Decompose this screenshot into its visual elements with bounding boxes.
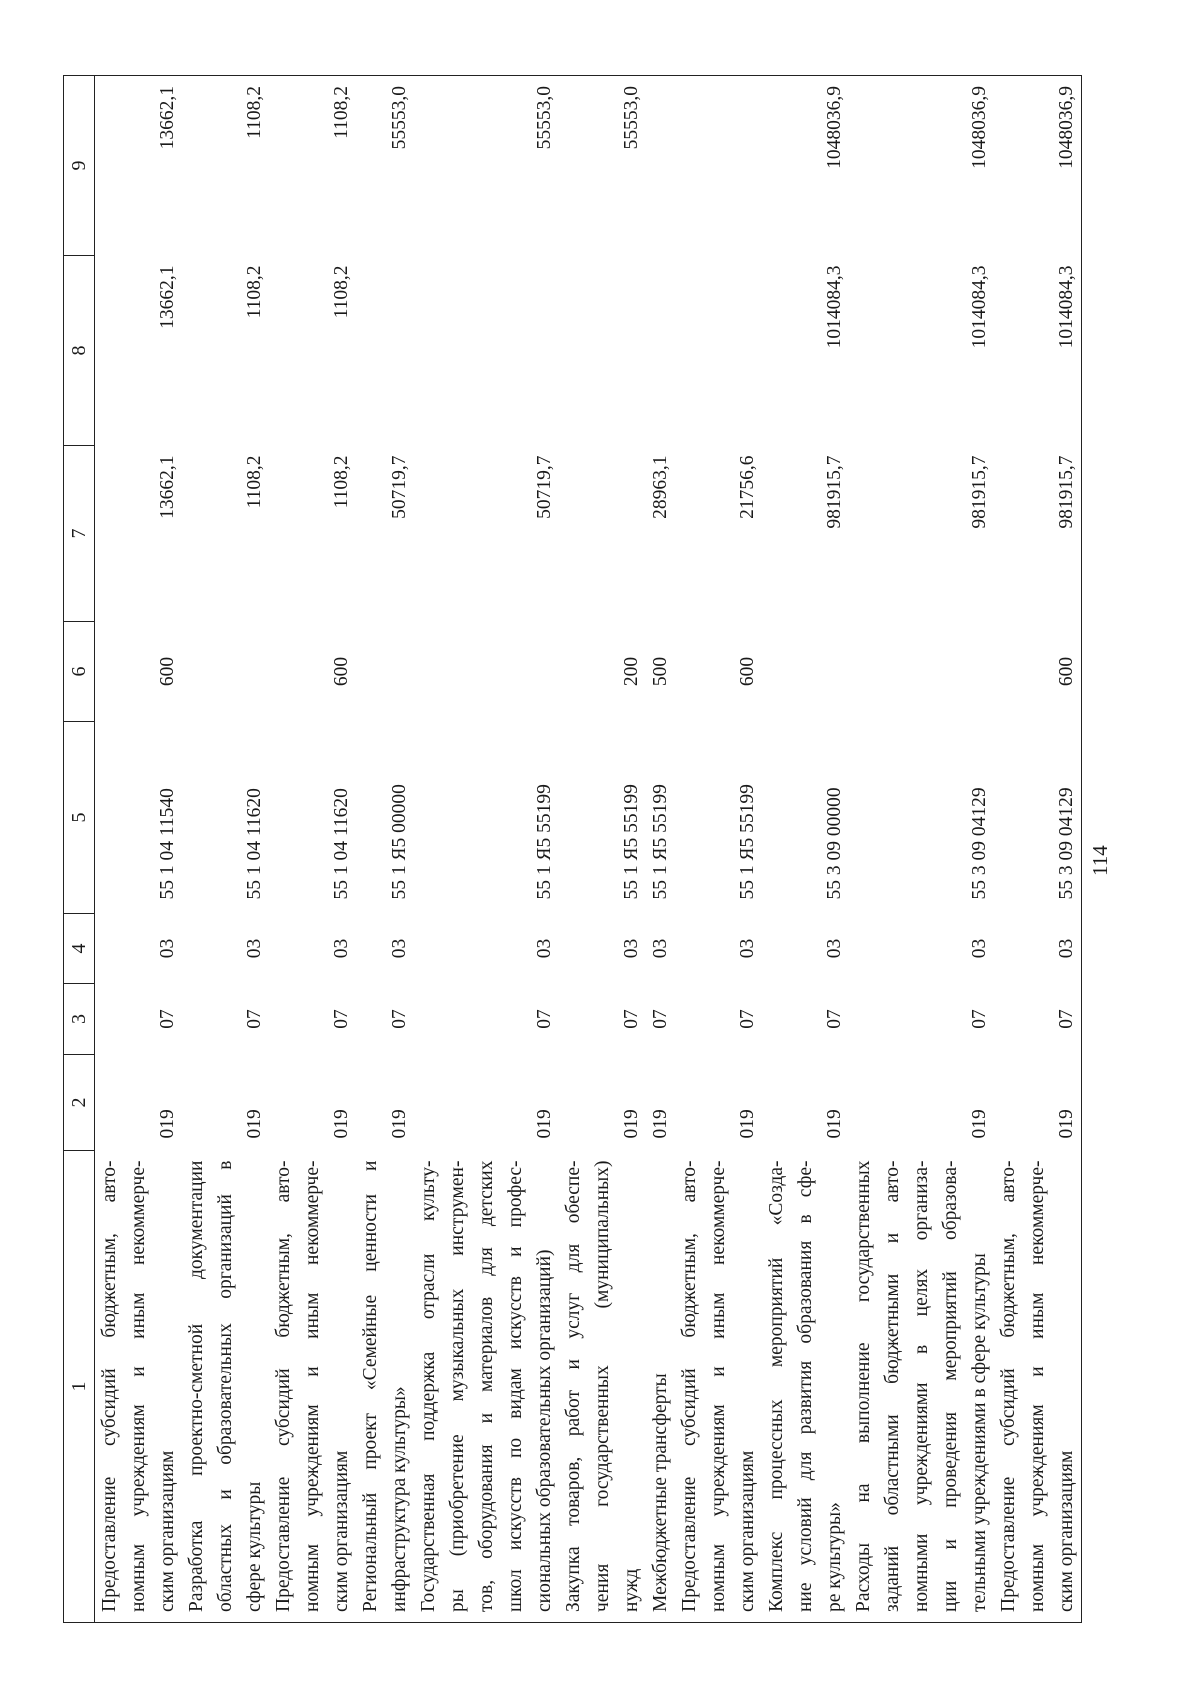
- description-line: номным учреждениям и иным некоммерче-: [128, 1160, 149, 1612]
- cell-col-3: 07: [737, 1009, 758, 1029]
- cell-col-2: 019: [737, 1109, 758, 1139]
- cell-col-7: 981915,7: [994, 446, 1082, 622]
- cell-col-6: [356, 622, 414, 722]
- row-description: [95, 1151, 183, 1623]
- table-row: [269, 76, 356, 1623]
- cell-col-3: 07: [157, 1009, 178, 1029]
- cell-col-9: 1048036,9: [762, 76, 849, 256]
- description-line: номным учреждениям и иным некоммерче-: [302, 1160, 323, 1612]
- cell-col-4: 03: [244, 938, 265, 959]
- description-line: инфраструктура культуры»: [389, 1386, 410, 1612]
- column-header: 4: [64, 914, 95, 984]
- table-body: [95, 76, 1082, 1623]
- cell-col-9: [646, 76, 675, 256]
- row-description: [762, 1151, 849, 1623]
- column-header: 2: [64, 1055, 95, 1151]
- cell-col-2: 019: [331, 1109, 352, 1139]
- description-line: нужд: [621, 1568, 642, 1612]
- cell-col-6: [414, 622, 559, 722]
- cell-col-7: 1108,2: [331, 455, 352, 509]
- cell-col-5: 55 1 Я5 55199: [621, 784, 642, 900]
- row-description: [182, 1151, 269, 1623]
- description-line: школ искусств по видам искусств и профес-: [505, 1160, 526, 1612]
- row-description: [356, 1151, 414, 1623]
- cell-col-4: 03: [389, 938, 410, 959]
- description-line: Комплекс процессных мероприятий «Созда-: [766, 1160, 787, 1612]
- cell-col-4: 03: [331, 938, 352, 959]
- cell-col-8: 13662,1: [157, 265, 178, 329]
- cell-col-8: 1014084,3: [994, 256, 1082, 446]
- table-row: [95, 76, 183, 1623]
- cell-col-5: 55 1 Я5 55199: [737, 784, 758, 900]
- cell-col-6: [762, 622, 849, 722]
- cell-col-2: 019: [389, 1109, 410, 1139]
- cell-col-2: 019: [969, 1109, 990, 1139]
- column-header: 1: [64, 1151, 95, 1623]
- cell-col-6: 600: [157, 656, 178, 687]
- description-line: номными учреждениями в целях организа-: [911, 1160, 932, 1612]
- cell-col-4: 03: [650, 938, 671, 959]
- cell-col-2: 019: [244, 1109, 265, 1139]
- cell-col-3: 07: [244, 1009, 265, 1029]
- description-line: сфере культуры: [244, 1481, 265, 1612]
- description-line: номным учреждениям и иным некоммерче-: [1027, 1160, 1048, 1612]
- cell-col-3: 07: [824, 1009, 845, 1029]
- cell-col-7: 981915,7: [969, 455, 990, 529]
- table-row: [762, 76, 849, 1623]
- table-row: [675, 76, 762, 1623]
- cell-col-8: [414, 256, 559, 446]
- description-line: Предоставление субсидий бюджетным, авто-: [273, 1160, 294, 1612]
- cell-col-3: 07: [969, 1009, 990, 1029]
- description-line: ние условий для развития образования в сфе-: [795, 1160, 816, 1612]
- cell-col-6: 200: [621, 656, 642, 687]
- cell-col-4: 03: [621, 938, 642, 959]
- description-line: Закупка товаров, работ и услуг для обеспе-: [563, 1160, 584, 1612]
- cell-col-3: 07: [650, 1009, 671, 1029]
- table-row: [849, 76, 994, 1623]
- cell-col-9: 55553,0: [559, 76, 646, 256]
- cell-col-4: 03: [534, 938, 555, 959]
- cell-col-6: [182, 622, 269, 722]
- description-line: ским организациям: [331, 1450, 352, 1612]
- description-line: номным учреждениям и иным некоммерче-: [708, 1160, 729, 1612]
- cell-col-4: 03: [969, 938, 990, 959]
- table-row: [646, 76, 675, 1623]
- cell-col-7: [559, 446, 646, 622]
- description-line: областных и образовательных организаций в: [215, 1160, 236, 1612]
- cell-col-5: 55 1 04 11620: [244, 788, 265, 900]
- row-description: [994, 1151, 1082, 1623]
- cell-col-9: 13662,1: [95, 76, 183, 256]
- table-row: [559, 76, 646, 1623]
- description-line: Государственная поддержка отрасли культу-: [418, 1160, 439, 1612]
- cell-col-7: 13662,1: [157, 455, 178, 519]
- cell-col-8: [559, 256, 646, 446]
- table-row: [994, 76, 1082, 1623]
- description-line: Предоставление субсидий бюджетным, авто-: [679, 1160, 700, 1612]
- cell-col-5: 55 3 09 00000: [824, 787, 845, 900]
- cell-col-2: 019: [824, 1109, 845, 1139]
- cell-col-6: 600: [994, 622, 1082, 722]
- cell-col-3: 07: [621, 1009, 642, 1029]
- cell-col-5: 55 1 04 11540: [157, 788, 178, 900]
- cell-col-2: 019: [650, 1109, 671, 1139]
- cell-col-9: [675, 76, 762, 256]
- cell-col-8: 1014084,3: [824, 265, 845, 349]
- cell-col-5: 55 1 04 11620: [331, 788, 352, 900]
- cell-col-4: 03: [824, 938, 845, 959]
- cell-col-5: 55 1 Я5 00000: [389, 784, 410, 900]
- description-line: Расходы на выполнение государственных: [853, 1160, 874, 1612]
- cell-col-7: 28963,1: [650, 455, 671, 519]
- description-line: ским организациям: [737, 1450, 758, 1612]
- column-header: 9: [64, 76, 95, 256]
- table-row: [414, 76, 559, 1623]
- description-line: Региональный проект «Семейные ценности и: [360, 1160, 381, 1612]
- description-line: ры (приобретение музыкальных инструмен-: [447, 1160, 468, 1612]
- cell-col-2: 019: [534, 1109, 555, 1139]
- cell-col-8: [356, 256, 414, 446]
- row-description: [849, 1151, 994, 1623]
- cell-col-6: 600: [737, 656, 758, 687]
- cell-col-5: 55 3 09 04129: [969, 787, 990, 900]
- cell-col-8: [646, 256, 675, 446]
- cell-col-4: 03: [157, 938, 178, 959]
- table-row: [356, 76, 414, 1623]
- row-description: [414, 1151, 559, 1623]
- cell-col-3: 07: [331, 1009, 352, 1029]
- column-header: 7: [64, 446, 95, 622]
- description-line: Предоставление субсидий бюджетным, авто-: [99, 1160, 120, 1612]
- cell-col-4: 03: [737, 938, 758, 959]
- cell-col-2: 019: [621, 1109, 642, 1139]
- cell-col-3: 07: [534, 1009, 555, 1029]
- cell-col-3: 07: [389, 1009, 410, 1029]
- cell-col-7: 50719,7: [534, 455, 555, 519]
- description-line: ским организациям: [1056, 1450, 1077, 1612]
- budget-table: [63, 75, 1082, 1623]
- cell-col-5: 55 3 09 04129: [994, 722, 1082, 914]
- cell-col-9: 55553,0: [414, 76, 559, 256]
- cell-col-4: 03: [994, 914, 1082, 984]
- cell-col-7: 981915,7: [824, 455, 845, 529]
- cell-col-7: 50719,7: [389, 455, 410, 519]
- table-row: [182, 76, 269, 1623]
- cell-col-3: 07: [994, 984, 1082, 1055]
- description-line: ре культуры»: [824, 1502, 845, 1612]
- row-description: [646, 1151, 675, 1623]
- cell-col-7: 21756,6: [737, 455, 758, 519]
- cell-col-6: [849, 622, 994, 722]
- page-number: 114: [1088, 845, 1112, 876]
- cell-col-8: 1014084,3: [969, 265, 990, 349]
- cell-col-6: 600: [331, 656, 352, 687]
- cell-col-9: 55553,0: [356, 76, 414, 256]
- cell-col-7: 1108,2: [244, 455, 265, 509]
- column-number-header-row: [64, 76, 95, 1623]
- column-header: 5: [64, 722, 95, 914]
- description-line: сиональных образовательных организаций): [534, 1249, 555, 1612]
- row-description: [269, 1151, 356, 1623]
- description-line: Разработка проектно-сметной документации: [186, 1160, 207, 1612]
- description-line: заданий областными бюджетными и авто-: [882, 1160, 903, 1612]
- column-header: 3: [64, 984, 95, 1055]
- cell-col-2: 019: [157, 1109, 178, 1139]
- description-line: тов, оборудования и материалов для детских: [476, 1160, 497, 1612]
- column-header: 8: [64, 256, 95, 446]
- description-line: Предоставление субсидий бюджетным, авто-: [998, 1160, 1019, 1612]
- cell-col-6: 500: [650, 656, 671, 687]
- cell-col-8: 1108,2: [244, 265, 265, 319]
- cell-col-2: 019: [994, 1055, 1082, 1151]
- row-description: [559, 1151, 646, 1623]
- description-line: чения государственных (муниципальных): [592, 1160, 613, 1612]
- column-header: 6: [64, 622, 95, 722]
- description-line: ции и проведения мероприятий образова-: [940, 1160, 961, 1612]
- cell-col-9: 1108,2: [269, 76, 356, 256]
- cell-col-9: 1048036,9: [849, 76, 994, 256]
- description-line: тельными учреждениями в сфере культуры: [969, 1253, 990, 1612]
- cell-col-9: 1108,2: [182, 76, 269, 256]
- cell-col-8: 1108,2: [331, 265, 352, 319]
- cell-col-5: 55 1 Я5 55199: [650, 784, 671, 900]
- cell-col-9: 1048036,9: [994, 76, 1082, 256]
- cell-col-8: [675, 256, 762, 446]
- row-description: [675, 1151, 762, 1623]
- description-line: Межбюджетные трансферты: [650, 1373, 671, 1612]
- cell-col-5: 55 1 Я5 55199: [534, 784, 555, 900]
- description-line: ским организациям: [157, 1450, 178, 1612]
